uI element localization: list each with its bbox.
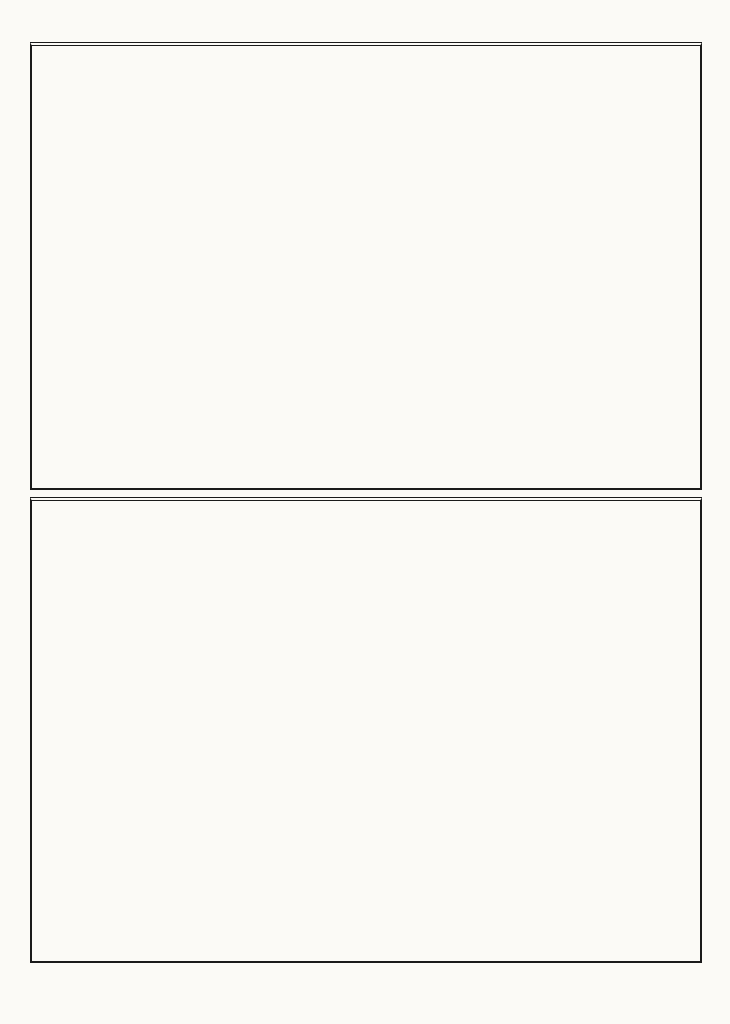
roster-table-bottom xyxy=(30,497,702,963)
roster-table-top xyxy=(30,42,702,490)
